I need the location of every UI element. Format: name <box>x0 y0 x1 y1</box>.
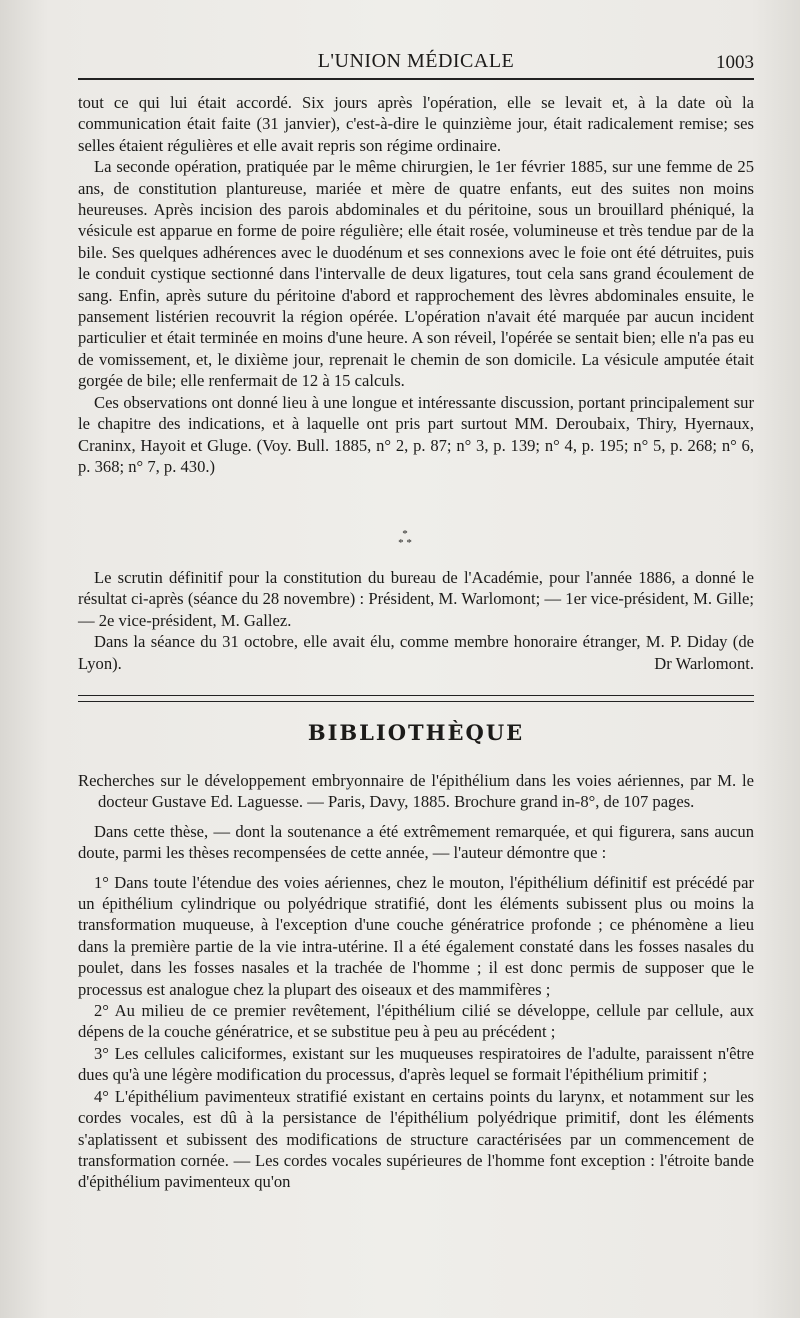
body-text-top <box>78 92 754 477</box>
paragraph-election: Le scrutin définitif pour la constitution du bureau de l'Académie, pour l'année 1886, a donné le résultat ci-après (séance du 28 novembre) : Président, M. Warlomont; — 1er vice-président, M. Gille; — 2e vice-président, M. Gallez. <box>78 568 754 630</box>
paragraph-continuation: tout ce qui lui était accordé. Six jours après l'opération, elle se levait et, à la date où la communication était faite (31 janvier), c'est-à-dire le quinzième jour, était radicalement remise; ses selles étaient régulières et elle avait repris son régime ordinaire. <box>78 93 754 155</box>
finding-item-4: 4° L'épithélium pavimenteux stratifié existant en certains points du larynx, et notamment sur les cordes vocales, est dû à la persistance de l'épithélium polyédrique primitif, dont les éléments s'aplatissent et subissent des modifications de structure caractérisées par un commencement de transformation cornée. — Les cordes vocales supérieures de l'homme font exception : l'étroite bande d'épithélium pavimenteux qu'on <box>78 1086 754 1192</box>
header-rule <box>78 78 754 80</box>
asterism-bottom: * * <box>398 537 412 549</box>
running-title: L'UNION MÉDICALE <box>317 50 515 72</box>
body-text-academy <box>78 567 754 674</box>
paragraph-discussion: Ces observations ont donné lieu à une longue et intéressante discussion, portant principalement sur le chapitre des indications, et à laquelle ont pris part surtout MM. Deroubaix, Thiry, Hyernaux, Craninx, Hayoit et Gluge. (Voy. Bull. 1885, n° 2, p. 87; n° 3, p. 139; n° 4, p. 195; n° 5, p. 268; n° 6, p. 368; n° 7, p. 430.) <box>78 392 754 476</box>
page-number: 1003 <box>716 52 754 73</box>
page-header <box>78 44 754 74</box>
section-title-bibliotheque: BIBLIOTHÈQUE <box>307 720 525 745</box>
honorary-member-text: Dans la séance du 31 octobre, elle avait élu, comme membre honoraire étranger, M. P. Diday (de Lyon). <box>78 632 754 673</box>
bibliotheque-body <box>78 770 754 1193</box>
asterism-top: * <box>402 528 408 540</box>
finding-item-2: 2° Au milieu de ce premier revêtement, l'épithélium cilié se développe, cellule par cellule, aux dépens de la couche génératrice, et se substitue peu à peu au précédent ; <box>78 1001 754 1042</box>
finding-item-3: 3° Les cellules caliciformes, existant sur les muqueuses respiratoires de l'adulte, paraissent n'être dues qu'à une légère modification du processus, d'après lequel se formait l'épithélium primitif ; <box>78 1043 754 1085</box>
review-intro: Dans cette thèse, — dont la soutenance a été extrêmement remarquée, et qui figurera, sans aucun doute, parmi les thèses recompensées de cette année, — l'auteur démontre que : <box>78 821 754 863</box>
paragraph-second-operation: La seconde opération, pratiquée par le même chirurgien, le 1er février 1885, sur une femme de 25 ans, de constitution plantureuse, mariée et mère de quatre enfants, eut des suites non moins heureuses. Après incision des parois abdominales et du péritoine, sous un brouillard phéniqué, la vésicule est apparue en forme de poire régulière; elle était rosée, volumineuse et très tendue par de la bile. Ses quelques adhérences avec le duodénum et ses connexions avec le foie ont été détruites, puis le conduit cystique sectionné dans l'intervalle de deux ligatures, tout cela sans grand écoulement de sang. Enfin, après suture du péritoine d'abord et rapprochement des lèvres abdominales ensuite, le pansement listérien recouvrit la région opérée. L'opération n'avait été marquée par aucun incident particulier et était terminée en moins d'une heure. A son réveil, l'opérée se sentait bien; elle n'a pas eu de vomissement, et, le dixième jour, reprenait le chemin de son domicile. La vésicule amputée était gorgée de bile; elle renfermait de 12 à 15 calculs. <box>78 157 754 391</box>
signature: Dr Warlomont. <box>654 653 754 673</box>
book-reference: Recherches sur le développement embryonnaire de l'épithélium dans les voies aériennes, par M. le docteur Gustave Ed. Laguesse. — Paris, Davy, 1885. Brochure grand in-8°, de 107 pages. <box>78 771 754 812</box>
section-double-rule <box>78 695 754 702</box>
asterism-separator <box>390 530 420 548</box>
finding-item-1: 1° Dans toute l'étendue des voies aériennes, chez le mouton, l'épithélium définitif est précédé par un épithélium cylindrique ou polyédrique stratifié, dont les éléments subissent plus ou moins la transformation muqueuse, à l'exception d'une couche génératrice profonde ; ce phénomène a lieu dans la première partie de la vie intra-utérine. Il a été également constaté dans les fosses nasales du poulet, dans les fosses nasales et la trachée de l'homme ; il est donc permis de supposer que le processus est analogue chez la plupart des oiseaux et des mammifères ; <box>78 872 754 999</box>
paragraph-honorary-member <box>78 631 754 674</box>
